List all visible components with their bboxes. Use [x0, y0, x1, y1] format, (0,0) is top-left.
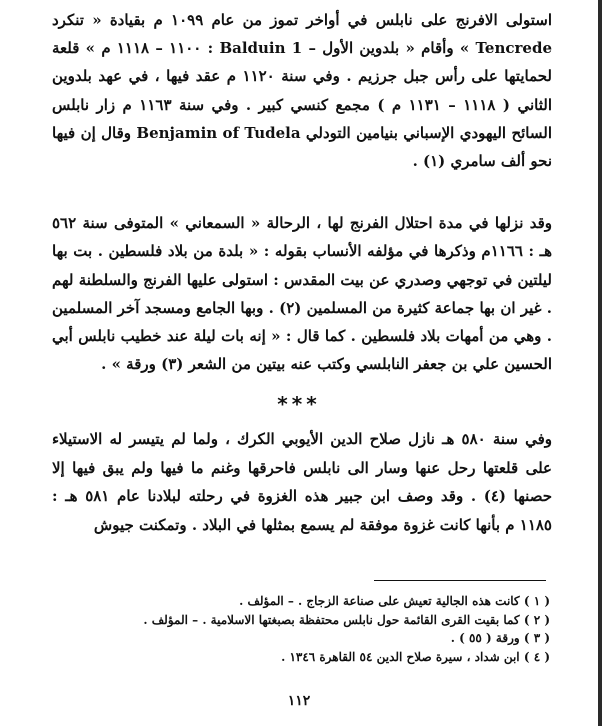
- footnote-2: ( ٢ ) كما بقيت القرى القائمة حول نابلس محتفظة بصبغتها الاسلامية . – المؤلف .: [143, 612, 550, 627]
- paragraph-1: استولى الافرنج على نابلس في أواخر تموز من عام ١٠٩٩ م بقيادة « تنكرد Tencrede » وأقام « بلدوين الأول – Balduin 1 : ١١٠٠ – ١١١٨ م » قلعة لحمايتها على رأس جبل جرزيم . وفي سنة ١١٢٠ م عقد فيها ، في عهد بلدوين الثاني ( ١١١٨ – ١١٣١ م ) مجمع كنسي كبير . وفي سنة ١١٦٣ م زار نابلس السائح اليهودي الإسباني بنيامين التودلي Benjamin of Tudela وقال إن فيها نحو ألف سامري (١) .: [52, 11, 552, 171]
- section-separator: ***: [277, 392, 321, 416]
- page-number: ١١٢: [287, 693, 311, 709]
- paragraph-3: وفي سنة ٥٨٠ هـ نازل صلاح الدين الأيوبي الكرك ، ولما لم يتيسر له الاستيلاء على قلعتها رحل عنها وسار الى نابلس فاحرقها وغنم ما فيها ولم يبق فيها إلا حصنها (٤) . وقد وصف ابن جبير هذه الغزوة في رحلته لبلادنا عام ٥٨١ هـ : ١١٨٥ م بأنها كانت غزوة موفقة لم يسمع بمثلها في البلاد . وتمكنت جيوش: [52, 430, 553, 534]
- footnote-1: ( ١ ) كانت هذه الجالية تعيش على صناعة الزجاج . – المؤلف .: [239, 594, 550, 608]
- footnotes: [143, 592, 550, 666]
- footnote-divider: [374, 580, 546, 581]
- paragraph-2: وقد نزلها في مدة احتلال الفرنج لها ، الرحالة « السمعاني » المتوفى سنة ٥٦٢ هـ : ١١٦٦م وذكرها في مؤلفه الأنساب بقوله : « بلدة من بلاد فلسطين . بت بها ليلتين في توجهي وصدري عن بيت المقدس : استولى عليها الفرنج والسلطنة لهم . غير ان بها جماعة كثيرة من المسلمين (٢) . وبها الجامع ومسجد آخر المسلمين . وهي من أمهات بلاد فلسطين . كما قال : « إنه بات ليلة عند خطيب نابلس أبي الحسين علي بن جعفر النابلسي وكتب عنه بيتين من الشعر (٣) ورقة » .: [52, 214, 552, 374]
- footnote-3: ( ٣ ) ورقة ( ٥٥ ) .: [450, 631, 550, 645]
- main-text-block: [52, 6, 552, 378]
- second-text-block: [52, 425, 552, 539]
- page-edge-border: [598, 0, 602, 726]
- footnote-4: ( ٤ ) ابن شداد ، سيرة صلاح الدين ٥٤ القاهرة ١٣٤٦ .: [281, 649, 550, 664]
